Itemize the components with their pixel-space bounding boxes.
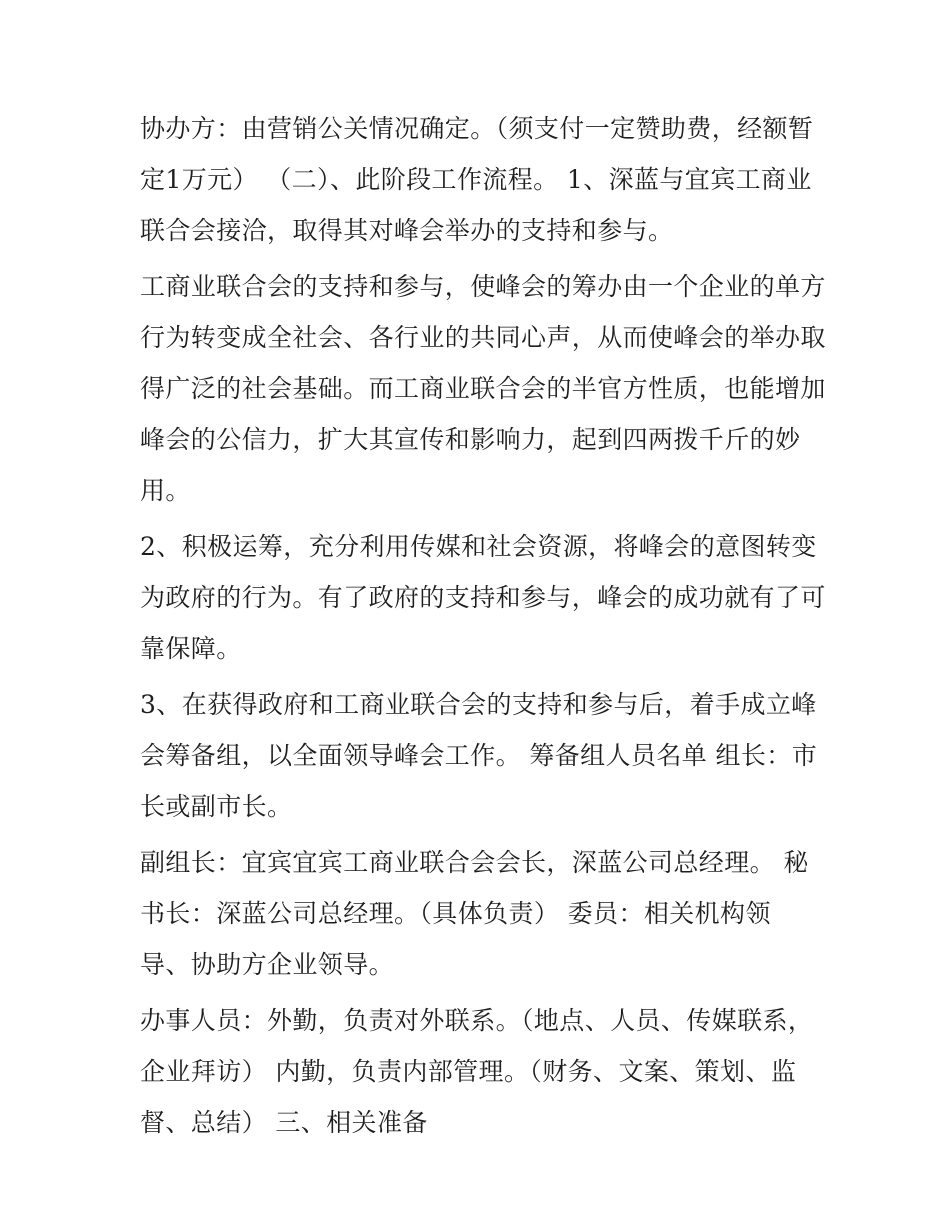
- text-line: 会筹备组，以全面领导峰会工作。 筹备组人员名单 组长：市: [140, 741, 818, 770]
- text-line: 办事人员：外勤，负责对外联系。（地点、人员、传媒联系，: [140, 1006, 814, 1035]
- text-line: 定1万元） （二）、此阶段工作流程。 1、深蓝与宜宾工商业: [140, 165, 812, 194]
- text-line: 督、总结） 三、相关准备: [140, 1108, 428, 1137]
- text-line: 副组长：宜宾宜宾工商业联合会会长，深蓝公司总经理。 秘: [140, 848, 809, 877]
- text-line: 行为转变成全社会、各行业的共同心声，从而使峰会的举办取: [140, 323, 826, 352]
- document-body: [140, 103, 826, 1153]
- text-line: 协办方：由营销公关情况确定。（须支付一定赞助费，经额暂: [140, 114, 814, 143]
- text-line: 书长：深蓝公司总经理。（具体负责） 委员：相关机构领: [140, 899, 771, 928]
- paragraph-co-organizer: [140, 103, 820, 256]
- text-line: 用。: [140, 476, 191, 505]
- text-line: 靠保障。: [140, 634, 242, 663]
- text-line: 长或副市长。: [140, 792, 293, 821]
- text-line: 峰会的公信力，扩大其宣传和影响力，起到四两拨千斤的妙: [140, 425, 801, 454]
- text-line: 得广泛的社会基础。而工商业联合会的半官方性质，也能增加: [140, 374, 826, 403]
- text-line: 企业拜访） 内勤，负责内部管理。（财务、文案、策划、监: [140, 1057, 797, 1086]
- text-line: 导、协助方企业领导。: [140, 950, 395, 979]
- text-line: 联合会接洽，取得其对峰会举办的支持和参与。: [140, 216, 674, 245]
- paragraph-federation-support: [140, 261, 826, 516]
- paragraph-step-3: [140, 679, 820, 832]
- paragraph-staff: [140, 995, 820, 1148]
- text-line: 工商业联合会的支持和参与，使峰会的筹办由一个企业的单方: [140, 272, 826, 301]
- text-line: 3、在获得政府和工商业联合会的支持和参与后，着手成立峰: [140, 690, 817, 719]
- text-line: 2、积极运筹，充分利用传媒和社会资源，将峰会的意图转变: [140, 532, 817, 561]
- paragraph-deputy-leaders: [140, 837, 820, 990]
- text-line: 为政府的行为。有了政府的支持和参与，峰会的成功就有了可: [140, 583, 826, 612]
- paragraph-step-2: [140, 521, 826, 674]
